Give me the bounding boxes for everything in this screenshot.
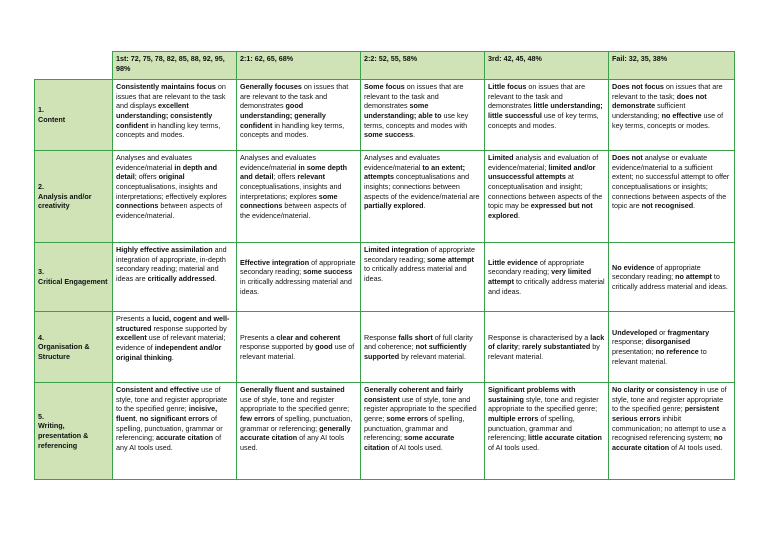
descriptor-text: of appropriate secondary reading; bbox=[240, 257, 356, 277]
descriptor-text: . bbox=[413, 130, 416, 140]
descriptor-key-phrase: Does not bbox=[612, 153, 643, 162]
descriptor-text: between aspects of the evidence/material. bbox=[240, 201, 347, 220]
descriptor-key-phrase: persistent serious errors bbox=[612, 404, 720, 423]
header-row bbox=[35, 52, 735, 80]
descriptor-cell bbox=[113, 80, 237, 151]
descriptor-text: ; offers bbox=[273, 172, 298, 182]
descriptor-key-phrase: Little focus bbox=[488, 82, 527, 91]
descriptor-text: in handling key terms, concepts and modes. bbox=[116, 120, 221, 140]
descriptor-text: of appropriate secondary reading; bbox=[488, 257, 585, 277]
grade-header-lower-second: 2:2: 52, 55, 58% bbox=[361, 52, 485, 80]
criterion-number: 5. bbox=[38, 411, 44, 421]
descriptor-key-phrase: critically addressed bbox=[147, 273, 215, 283]
descriptor-text: on issues that are relevant to the task and demonstrates bbox=[488, 82, 586, 111]
descriptor-cell bbox=[361, 312, 485, 383]
descriptor-text: use of style, tone and register appropriate to the specified genre; bbox=[364, 394, 477, 423]
descriptor-cell bbox=[237, 151, 361, 243]
descriptor-text: inhibit communication; no attempt to use a recognised referencing system; bbox=[612, 413, 726, 443]
descriptor-text: style, tone and register appropriate to the specified genre; bbox=[488, 394, 599, 414]
descriptor-cell bbox=[237, 80, 361, 151]
descriptor-key-phrase: Effective integration bbox=[240, 257, 310, 267]
descriptor-cell bbox=[113, 383, 237, 480]
descriptor-text: to critically address material and ideas. bbox=[612, 272, 728, 291]
descriptor-key-phrase: lucid, cogent and well-structured bbox=[116, 314, 230, 333]
descriptor-key-phrase: some attempt bbox=[427, 254, 474, 264]
descriptor-cell bbox=[485, 80, 609, 151]
corner-blank-cell bbox=[35, 52, 113, 80]
descriptor-key-phrase: some understanding; able to bbox=[364, 101, 442, 120]
descriptor-text: . bbox=[171, 352, 174, 362]
descriptor-cell bbox=[113, 151, 237, 243]
descriptor-text: of appropriate secondary reading; bbox=[364, 245, 476, 264]
descriptor-text: of spelling, punctuation, grammar and referencing; bbox=[364, 413, 465, 443]
criterion-number: 3. bbox=[38, 267, 44, 277]
descriptor-text: analysis and evaluation of evidence/material; bbox=[488, 153, 599, 172]
grade-header-third: 3rd: 42, 45, 48% bbox=[485, 52, 609, 80]
descriptor-text: , bbox=[135, 413, 140, 423]
descriptor-key-phrase: Limited bbox=[488, 153, 514, 162]
descriptor-text: use key terms, concepts and modes with bbox=[364, 110, 469, 130]
descriptor-key-phrase: Consistently maintains focus bbox=[116, 82, 216, 91]
grade-header-fail: Fail: 32, 35, 38% bbox=[609, 52, 735, 80]
descriptor-key-phrase: lack of clarity bbox=[488, 332, 605, 352]
descriptor-key-phrase: expressed but not explored bbox=[488, 201, 593, 220]
descriptor-key-phrase: Generally fluent and sustained bbox=[240, 385, 345, 394]
descriptor-text: of spelling, punctuation, grammar or referencing; bbox=[240, 413, 353, 433]
descriptor-cell bbox=[113, 312, 237, 383]
descriptor-text: or bbox=[657, 327, 668, 337]
descriptor-text: at conceptualisation and insight; connections between aspects of the topic may be bbox=[488, 172, 603, 211]
descriptor-key-phrase: Highly effective assimilation bbox=[116, 245, 213, 254]
descriptor-key-phrase: excellent bbox=[116, 333, 147, 343]
descriptor-key-phrase: no effective bbox=[661, 110, 702, 120]
descriptor-text: in use of style, tone and register appropriate to the specified genre; bbox=[612, 385, 727, 414]
descriptor-text: on issues that are relevant to the task and demonstrates bbox=[240, 82, 349, 111]
descriptor-text: . bbox=[423, 201, 426, 211]
criterion-label-writing bbox=[35, 383, 113, 480]
descriptor-key-phrase: little understanding; little successful bbox=[488, 101, 603, 120]
descriptor-key-phrase: Consistent and effective bbox=[116, 385, 200, 394]
descriptor-key-phrase: little accurate citation bbox=[527, 433, 602, 443]
criterion-name: Analysis and/or creativity bbox=[38, 191, 92, 211]
descriptor-key-phrase: Undeveloped bbox=[612, 327, 658, 337]
criterion-label-analysis bbox=[35, 151, 113, 243]
descriptor-cell bbox=[609, 243, 735, 312]
descriptor-cell bbox=[485, 243, 609, 312]
descriptor-key-phrase: few errors bbox=[240, 413, 275, 423]
descriptor-key-phrase: original bbox=[158, 172, 185, 182]
descriptor-key-phrase: in depth and detail bbox=[116, 162, 218, 182]
criterion-label-critical-engagement bbox=[35, 243, 113, 312]
descriptor-text: Presents a bbox=[116, 314, 153, 323]
descriptor-text: Response is characterised by a bbox=[488, 332, 591, 342]
descriptor-text: Analyses and evaluates evidence/material bbox=[240, 153, 316, 172]
descriptor-key-phrase: some connections bbox=[240, 191, 338, 211]
descriptor-cell bbox=[361, 243, 485, 312]
descriptor-text: between aspects of evidence/material. bbox=[116, 201, 223, 220]
descriptor-key-phrase: some success bbox=[364, 130, 414, 140]
descriptor-text: in handling key terms, concepts and modes. bbox=[240, 120, 345, 140]
criterion-name: Organisation & Structure bbox=[38, 342, 90, 361]
descriptor-key-phrase: No evidence bbox=[612, 262, 655, 272]
descriptor-text: of full clarity and coherence; bbox=[364, 332, 473, 352]
descriptor-text: response supported by bbox=[151, 323, 227, 333]
descriptor-text: Response bbox=[364, 332, 399, 342]
descriptor-key-phrase: Does not focus bbox=[612, 82, 664, 91]
descriptor-text: presentation; bbox=[612, 347, 656, 356]
descriptor-cell bbox=[237, 383, 361, 480]
descriptor-text: of AI tools used. bbox=[669, 442, 723, 452]
descriptor-text: on issues that are relevant to the task; bbox=[612, 82, 723, 101]
descriptor-text: of any AI tools used. bbox=[116, 433, 222, 452]
descriptor-text: . bbox=[517, 210, 520, 220]
descriptor-key-phrase: some success bbox=[303, 267, 353, 277]
descriptor-cell bbox=[237, 312, 361, 383]
descriptor-cell bbox=[237, 243, 361, 312]
descriptor-text: use of key terms, concepts or modes. bbox=[612, 110, 724, 130]
descriptor-key-phrase: good bbox=[315, 342, 333, 352]
descriptor-text: response; bbox=[612, 337, 646, 347]
descriptor-cell bbox=[485, 312, 609, 383]
descriptor-key-phrase: does not demonstrate bbox=[612, 91, 707, 111]
criterion-number: 1. bbox=[38, 105, 44, 115]
descriptor-key-phrase: rarely substantiated bbox=[521, 342, 591, 352]
marking-rubric-table bbox=[34, 51, 735, 480]
descriptor-key-phrase: disorganised bbox=[645, 337, 691, 347]
descriptor-key-phrase: good understanding; generally confident bbox=[240, 101, 326, 130]
descriptor-key-phrase: partially explored bbox=[364, 201, 424, 211]
descriptor-cell bbox=[609, 80, 735, 151]
descriptor-text: of AI tools used. bbox=[488, 442, 540, 452]
descriptor-text: in critically addressing material and ideas. bbox=[240, 277, 352, 296]
descriptor-key-phrase: incisive, fluent bbox=[116, 404, 218, 423]
descriptor-key-phrase: clear and coherent bbox=[276, 332, 341, 342]
descriptor-text: . bbox=[693, 201, 696, 211]
descriptor-key-phrase: to an extent; attempts bbox=[364, 162, 466, 182]
criterion-label-organisation bbox=[35, 312, 113, 383]
criterion-row-organisation bbox=[35, 312, 735, 383]
grade-header-first: 1st: 72, 75, 78, 82, 85, 88, 92, 95, 98% bbox=[113, 52, 237, 80]
descriptor-text: of spelling, punctuation, grammar or referencing; bbox=[116, 413, 223, 443]
descriptor-key-phrase: no significant errors bbox=[139, 413, 210, 423]
criterion-number: 4. bbox=[38, 332, 44, 342]
descriptor-text: Presents a bbox=[240, 332, 277, 342]
descriptor-cell bbox=[609, 151, 735, 243]
descriptor-key-phrase: Limited integration bbox=[364, 245, 429, 254]
descriptor-key-phrase: excellent understanding; consistently confident bbox=[116, 101, 213, 130]
descriptor-text: ; offers bbox=[134, 172, 159, 182]
descriptor-key-phrase: independent and/or original thinking bbox=[116, 342, 222, 362]
criterion-name: Critical Engagement bbox=[38, 277, 108, 286]
descriptor-key-phrase: some errors bbox=[386, 413, 428, 423]
descriptor-text: sufficient understanding; bbox=[612, 101, 686, 120]
descriptor-text: of AI tools used. bbox=[389, 442, 443, 452]
descriptor-key-phrase: limited and/or unsuccessful attempts bbox=[488, 162, 596, 182]
descriptor-key-phrase: in some depth and detail bbox=[240, 162, 348, 182]
descriptor-cell bbox=[361, 151, 485, 243]
descriptor-text: conceptualisations, insights and interpretations; explores bbox=[240, 181, 342, 201]
descriptor-key-phrase: very limited attempt bbox=[488, 267, 592, 286]
descriptor-text: conceptualisations and insights; connections between aspects of the evidence/material are bbox=[364, 172, 480, 201]
descriptor-text: of any AI tools used. bbox=[240, 433, 345, 452]
descriptor-text: . bbox=[214, 273, 217, 283]
descriptor-key-phrase: not recognised bbox=[641, 201, 694, 211]
descriptor-text: by relevant material. bbox=[488, 342, 600, 361]
criterion-row-analysis bbox=[35, 151, 735, 243]
descriptor-cell bbox=[361, 383, 485, 480]
descriptor-text: use of style, tone and register appropriate to the specified genre; bbox=[116, 385, 228, 414]
descriptor-text: and integration of appropriate, in-depth secondary reading; material and ideas are bbox=[116, 245, 227, 283]
descriptor-text: Analyses and evaluates evidence/material bbox=[364, 153, 440, 172]
criterion-number: 2. bbox=[38, 182, 44, 192]
descriptor-text: response supported by bbox=[240, 342, 316, 352]
descriptor-text: analyse or evaluate evidence/material to a sufficient extent; no successful attempt to offer conceptualisations or insights; connections between aspects of the topic are bbox=[612, 153, 730, 211]
descriptor-text: conceptualisations, insights and interpretations; effectively explores bbox=[116, 181, 227, 201]
descriptor-key-phrase: falls short bbox=[398, 332, 433, 342]
descriptor-cell bbox=[485, 383, 609, 480]
descriptor-key-phrase: connections bbox=[116, 201, 159, 211]
criterion-name: Writing, presentation & referencing bbox=[38, 421, 89, 450]
descriptor-key-phrase: accurate citation bbox=[155, 433, 214, 443]
descriptor-key-phrase: not sufficiently supported bbox=[364, 342, 467, 361]
descriptor-key-phrase: Significant problems with sustaining bbox=[488, 385, 576, 404]
descriptor-cell bbox=[361, 80, 485, 151]
descriptor-text: use of relevant material. bbox=[240, 342, 355, 361]
descriptor-cell bbox=[485, 151, 609, 243]
descriptor-text: use of key terms, concepts and modes. bbox=[488, 110, 599, 130]
descriptor-key-phrase: no accurate citation bbox=[612, 433, 723, 452]
criterion-row-critical-engagement bbox=[35, 243, 735, 312]
descriptor-text: of appropriate secondary reading; bbox=[612, 262, 701, 282]
descriptor-key-phrase: fragmentary bbox=[667, 327, 710, 337]
descriptor-key-phrase: Little evidence bbox=[488, 257, 538, 267]
criterion-name: Content bbox=[38, 115, 66, 124]
descriptor-key-phrase: multiple errors bbox=[488, 413, 539, 423]
descriptor-key-phrase: no reference bbox=[655, 347, 699, 356]
descriptor-key-phrase: Generally coherent and fairly consistent bbox=[364, 385, 464, 404]
descriptor-text: Analyses and evaluates evidence/material bbox=[116, 153, 192, 172]
descriptor-text: use of relevant material; evidence of bbox=[116, 333, 226, 352]
descriptor-key-phrase: relevant bbox=[297, 172, 325, 182]
descriptor-text: on issues that are relevant to the task and demonstrates bbox=[364, 82, 464, 111]
grade-header-upper-second: 2:1: 62, 65, 68% bbox=[237, 52, 361, 80]
descriptor-text: to relevant material. bbox=[612, 347, 707, 366]
descriptor-key-phrase: No clarity or consistency bbox=[612, 385, 698, 394]
descriptor-key-phrase: no attempt bbox=[675, 272, 712, 282]
descriptor-text: of spelling, punctuation, grammar and referencing; bbox=[488, 413, 575, 443]
criterion-row-writing bbox=[35, 383, 735, 480]
descriptor-key-phrase: Generally focuses bbox=[240, 82, 302, 91]
descriptor-key-phrase: generally accurate citation bbox=[240, 423, 351, 443]
descriptor-text: on issues that are relevant to the task and displays bbox=[116, 82, 226, 111]
criterion-label-content bbox=[35, 80, 113, 151]
descriptor-key-phrase: some accurate citation bbox=[364, 433, 455, 452]
descriptor-text: to critically address material and ideas. bbox=[488, 277, 605, 296]
descriptor-text: to critically address material and ideas. bbox=[364, 264, 467, 283]
descriptor-cell bbox=[113, 243, 237, 312]
descriptor-key-phrase: Some focus bbox=[364, 82, 405, 91]
criterion-row-content bbox=[35, 80, 735, 151]
descriptor-text: use of style, tone and register appropriate to the specified genre; bbox=[240, 394, 350, 414]
descriptor-cell bbox=[609, 312, 735, 383]
descriptor-text: by relevant material. bbox=[399, 351, 466, 361]
descriptor-cell bbox=[609, 383, 735, 480]
descriptor-text: ; bbox=[517, 342, 522, 352]
